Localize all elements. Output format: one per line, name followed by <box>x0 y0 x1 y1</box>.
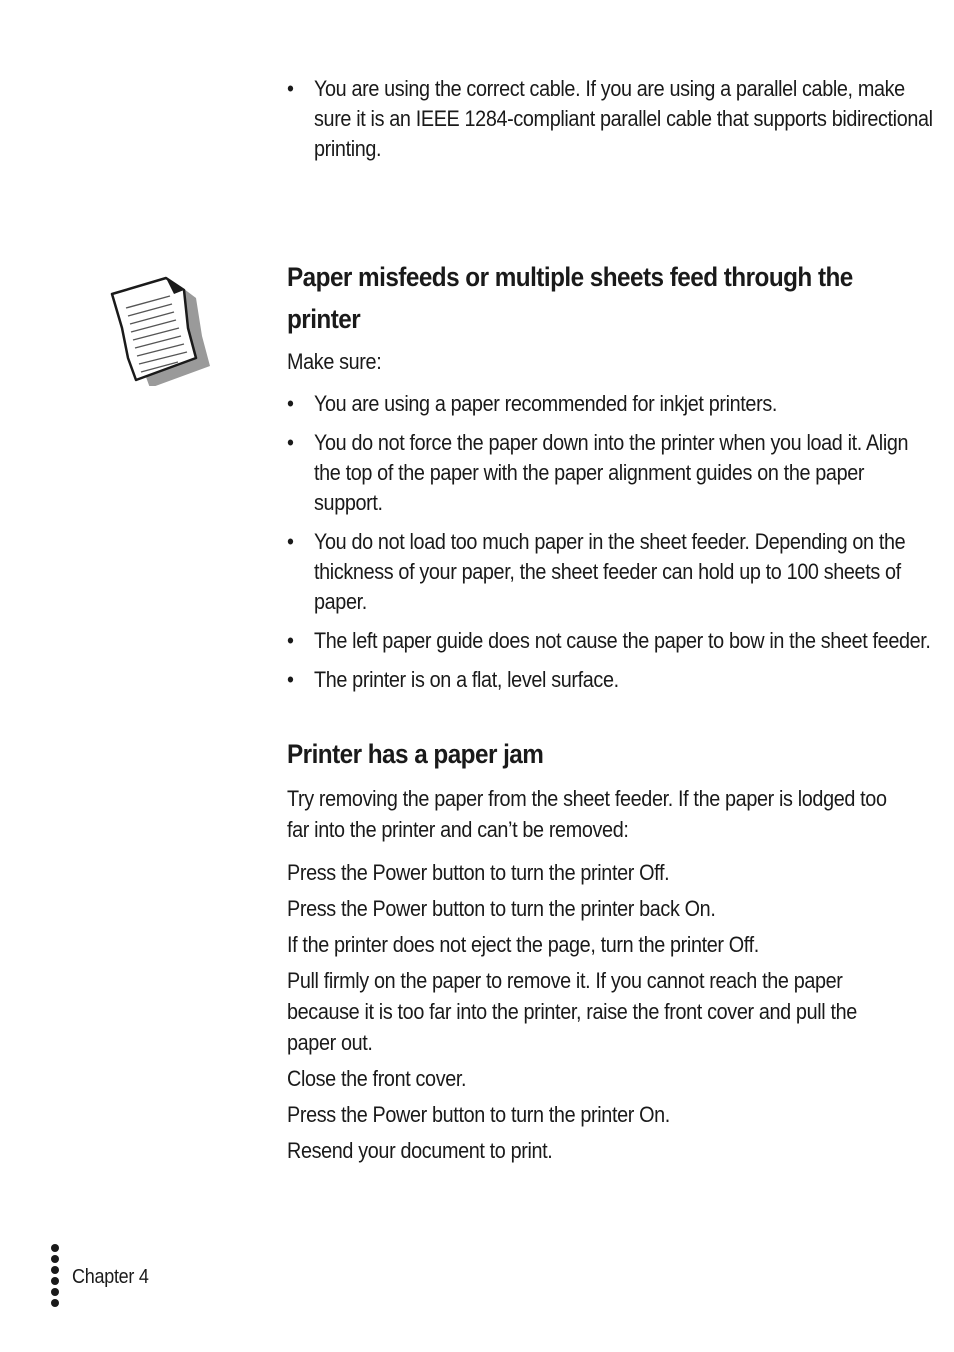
section-intro: Make sure: <box>287 349 382 374</box>
section-intro: Try removing the paper from the sheet feeder. If the paper is lodged too far into the printer and can’t be removed: <box>287 786 887 842</box>
section-heading: Paper misfeeds or multiple sheets feed through the printer <box>287 262 853 334</box>
step-item: Resend your document to print. <box>287 1138 553 1163</box>
footer-chapter-label: Chapter 4 <box>72 1266 149 1288</box>
section-heading: Printer has a paper jam <box>287 739 544 769</box>
bullet-item: • You are using the correct cable. If you are using a parallel cable, make sure it is an IEEE 1284-compliant parallel cable that supports bidirectional printing. <box>287 74 933 164</box>
step-item: Press the Power button to turn the printer back On. <box>287 896 716 921</box>
top-bullet-list <box>287 74 933 164</box>
step-item: Close the front cover. <box>287 1066 467 1091</box>
bullet-item: • You do not force the paper down into the printer when you load it. Align the top of the paper with the paper alignment guides on the paper support. <box>287 428 933 518</box>
step-item: If the printer does not eject the page, turn the printer Off. <box>287 932 759 957</box>
misfeed-section <box>287 256 931 704</box>
step-item: Pull firmly on the paper to remove it. If you cannot reach the paper because it is too far into the printer, raise the front cover and pull the paper out. <box>287 968 857 1055</box>
top-bullet-block <box>287 74 933 173</box>
step-item: Press the Power button to turn the printer Off. <box>287 860 670 885</box>
jam-steps <box>287 857 907 1166</box>
misfeed-bullet-list <box>287 389 931 695</box>
bullet-item: • The printer is on a flat, level surface. <box>287 665 933 695</box>
bullet-item: • The left paper guide does not cause the paper to bow in the sheet feeder. <box>287 626 933 656</box>
crumpled-paper-icon <box>108 274 214 386</box>
paper-jam-section <box>287 733 907 1171</box>
step-item: Press the Power button to turn the printer On. <box>287 1102 670 1127</box>
footer-dots-icon <box>51 1244 63 1308</box>
bullet-item: • You do not load too much paper in the sheet feeder. Depending on the thickness of your paper, the sheet feeder can hold up to 100 sheets of paper. <box>287 527 933 617</box>
bullet-item: • You are using a paper recommended for inkjet printers. <box>287 389 933 419</box>
